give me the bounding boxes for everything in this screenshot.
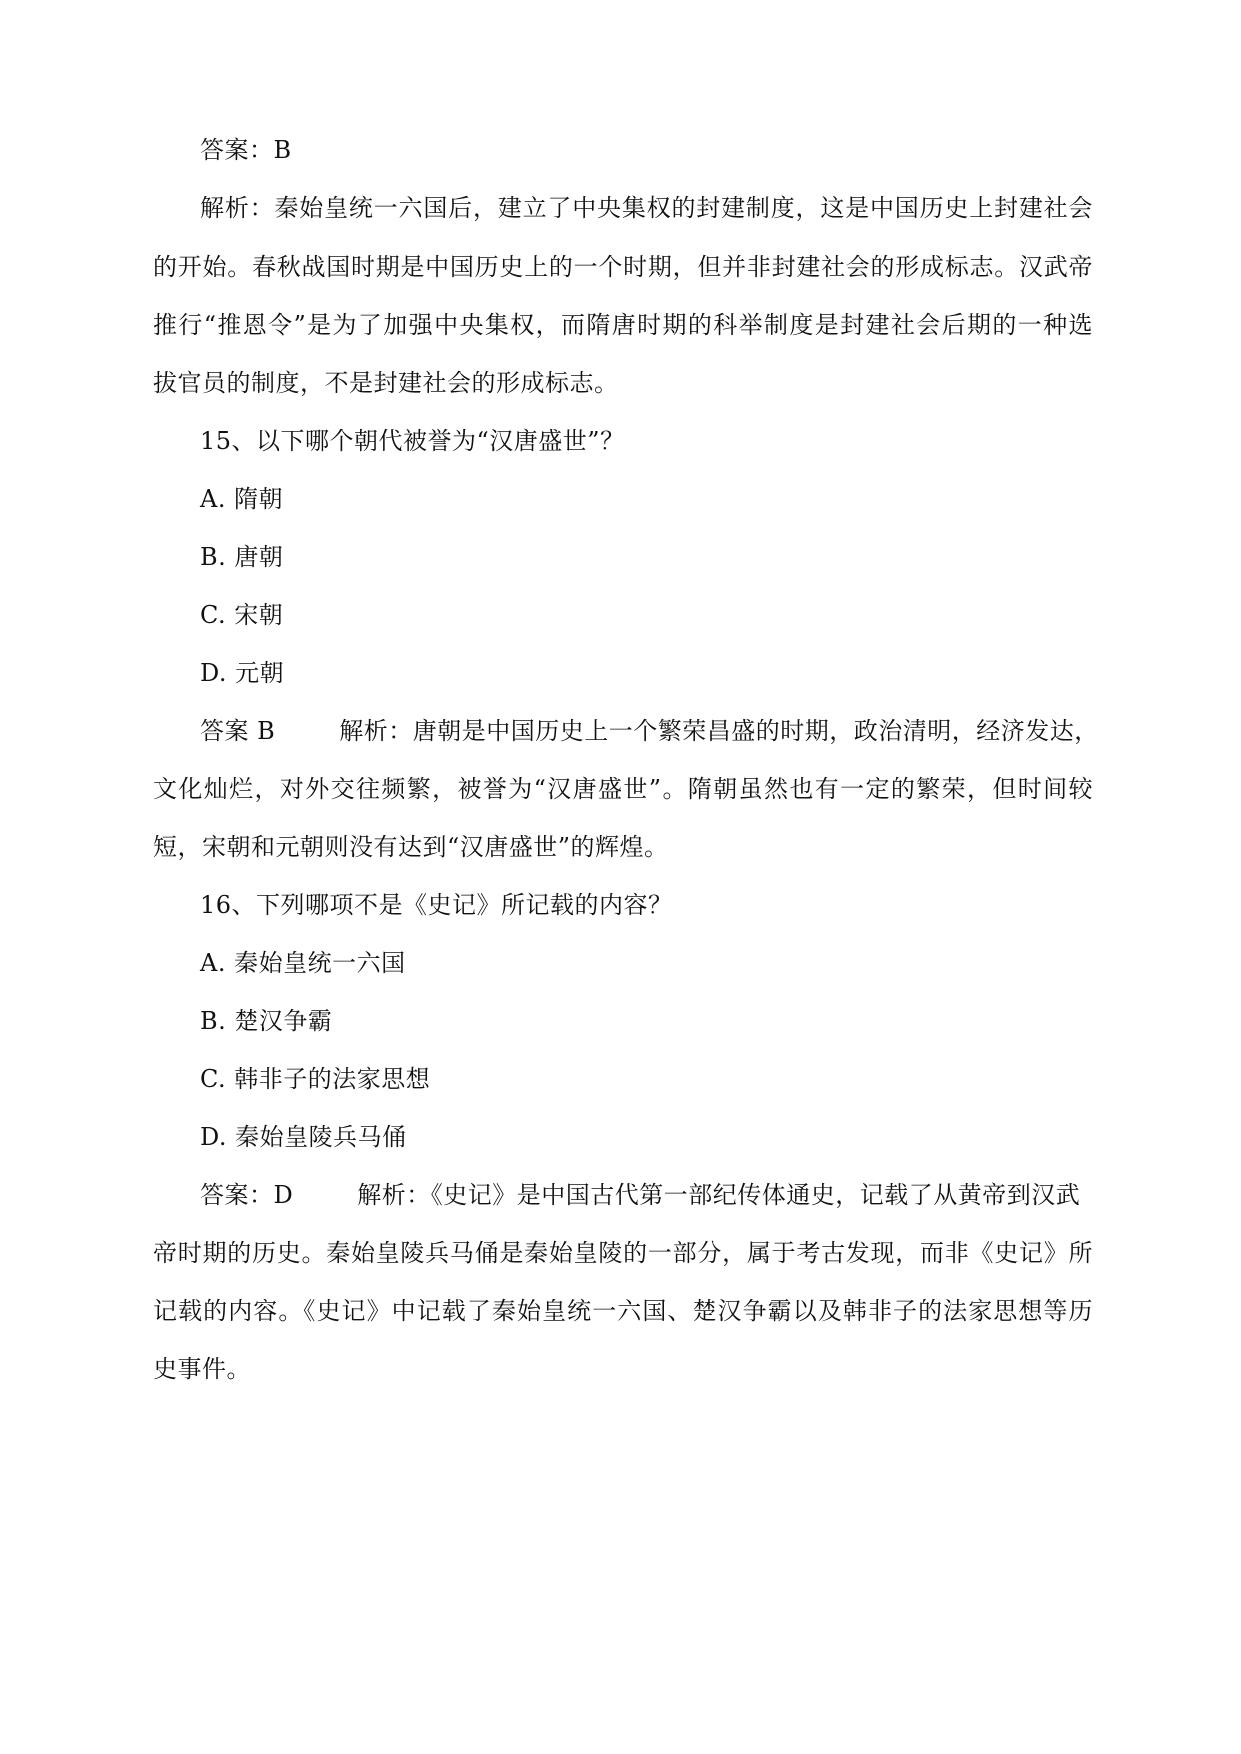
q16-answer: 答案：D — [200, 1181, 294, 1209]
q15-answer-line — [200, 716, 1099, 746]
q16-option-a: A. 秦始皇统一六国 — [200, 949, 406, 977]
q16-explanation-line-4: 史事件。 — [153, 1355, 251, 1383]
q15-explanation-line-3: 短，宋朝和元朝则没有达到“汉唐盛世”的辉煌。 — [153, 833, 669, 861]
q15-explanation-start: 解析：唐朝是中国历史上一个繁荣昌盛的时期，政治清明，经济发达， — [339, 717, 1099, 745]
prev-explanation-line-4: 拔官员的制度，不是封建社会的形成标志。 — [153, 369, 619, 397]
question-15: 15、以下哪个朝代被誉为“汉唐盛世”？ — [200, 427, 625, 455]
q16-answer-line — [200, 1180, 1080, 1210]
q16-explanation-start: 解析：《史记》是中国古代第一部纪传体通史，记载了从黄帝到汉武 — [357, 1181, 1081, 1209]
q15-option-a: A. 隋朝 — [200, 485, 284, 513]
q15-option-b: B. 唐朝 — [200, 543, 284, 571]
q16-explanation-line-3: 记载的内容。《史记》中记载了秦始皇统一六国、楚汉争霸以及韩非子的法家思想等历 — [153, 1297, 1093, 1325]
q16-option-d: D. 秦始皇陵兵马俑 — [200, 1123, 407, 1151]
prev-explanation-line-1: 解析：秦始皇统一六国后，建立了中央集权的封建制度，这是中国历史上封建社会 — [200, 194, 1093, 222]
q15-option-d: D. 元朝 — [200, 659, 285, 687]
q15-explanation-line-2: 文化灿烂，对外交往频繁，被誉为“汉唐盛世”。隋朝虽然也有一定的繁荣，但时间较 — [153, 775, 1093, 803]
question-16: 16、下列哪项不是《史记》所记载的内容？ — [200, 891, 673, 919]
q16-option-c: C. 韩非子的法家思想 — [200, 1065, 431, 1093]
q16-explanation-line-2: 帝时期的历史。秦始皇陵兵马俑是秦始皇陵的一部分，属于考古发现，而非《史记》所 — [153, 1239, 1093, 1267]
q15-answer: 答案 B — [200, 717, 276, 745]
prev-explanation-line-2: 的开始。春秋战国时期是中国历史上的一个时期，但并非封建社会的形成标志。汉武帝 — [153, 253, 1093, 281]
prev-answer-line: 答案：B — [200, 136, 292, 164]
q16-option-b: B. 楚汉争霸 — [200, 1007, 333, 1035]
q15-option-c: C. 宋朝 — [200, 601, 284, 629]
prev-explanation-line-3: 推行“推恩令”是为了加强中央集权，而隋唐时期的科举制度是封建社会后期的一种选 — [153, 311, 1093, 339]
